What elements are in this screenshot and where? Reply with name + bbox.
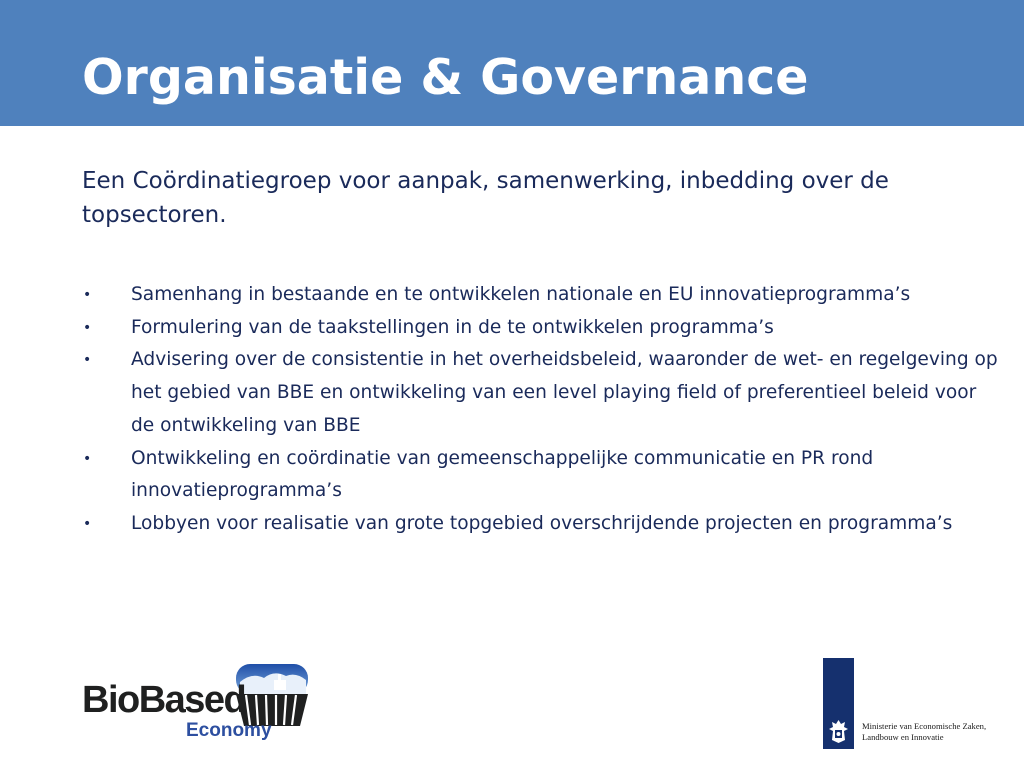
bullet-icon: •	[83, 450, 92, 467]
logo-subtitle: Economy	[186, 720, 272, 741]
bullet-text: Formulering van de taakstellingen in de te ontwikkelen programma’s	[131, 316, 774, 338]
bullet-text: Ontwikkeling en coördinatie van gemeenschappelijke communicatie en PR rond innovatieprogramma’s	[131, 447, 874, 502]
ministry-name-line: Landbouw en Innovatie	[862, 732, 944, 742]
bullet-text: Samenhang in bestaande en te ontwikkelen nationale en EU innovatieprogramma’s	[131, 284, 911, 305]
bullet-icon: •	[83, 352, 92, 369]
bullet-text: Advisering over de consistentie in het overheidsbeleid, waaronder de wet- en regelgeving op het gebied van BBE en ontwikkeling van een level playing field of preferentieel beleid voor de ontwikkeling van BBE	[131, 349, 998, 436]
royal-crest-icon	[826, 718, 851, 744]
bullet-item	[80, 312, 1000, 345]
bullet-item	[80, 443, 1000, 508]
bullet-item	[80, 508, 1000, 541]
logo-wordmark: BioBased	[82, 679, 246, 721]
bullet-list	[80, 279, 1000, 541]
bullet-item	[80, 279, 1000, 312]
slide-title: Organisatie & Governance	[82, 49, 809, 106]
bullet-icon: •	[83, 319, 92, 336]
ministry-name-line: Ministerie van Economische Zaken,	[862, 721, 987, 731]
ministry-logo-bar	[823, 658, 854, 749]
bullet-text: Lobbyen voor realisatie van grote topgebied overschrijdende projecten en programma’s	[131, 512, 953, 534]
title-bar	[0, 0, 1024, 126]
ministry-name	[862, 721, 986, 743]
bullet-icon: •	[83, 515, 92, 532]
biobased-economy-logo	[82, 664, 308, 746]
field-landscape-icon	[236, 664, 308, 726]
bullet-item	[80, 344, 1000, 442]
bullet-icon: •	[83, 287, 92, 303]
intro-text: Een Coördinatiegroep voor aanpak, samenwerking, inbedding over de topsectoren.	[82, 168, 889, 228]
